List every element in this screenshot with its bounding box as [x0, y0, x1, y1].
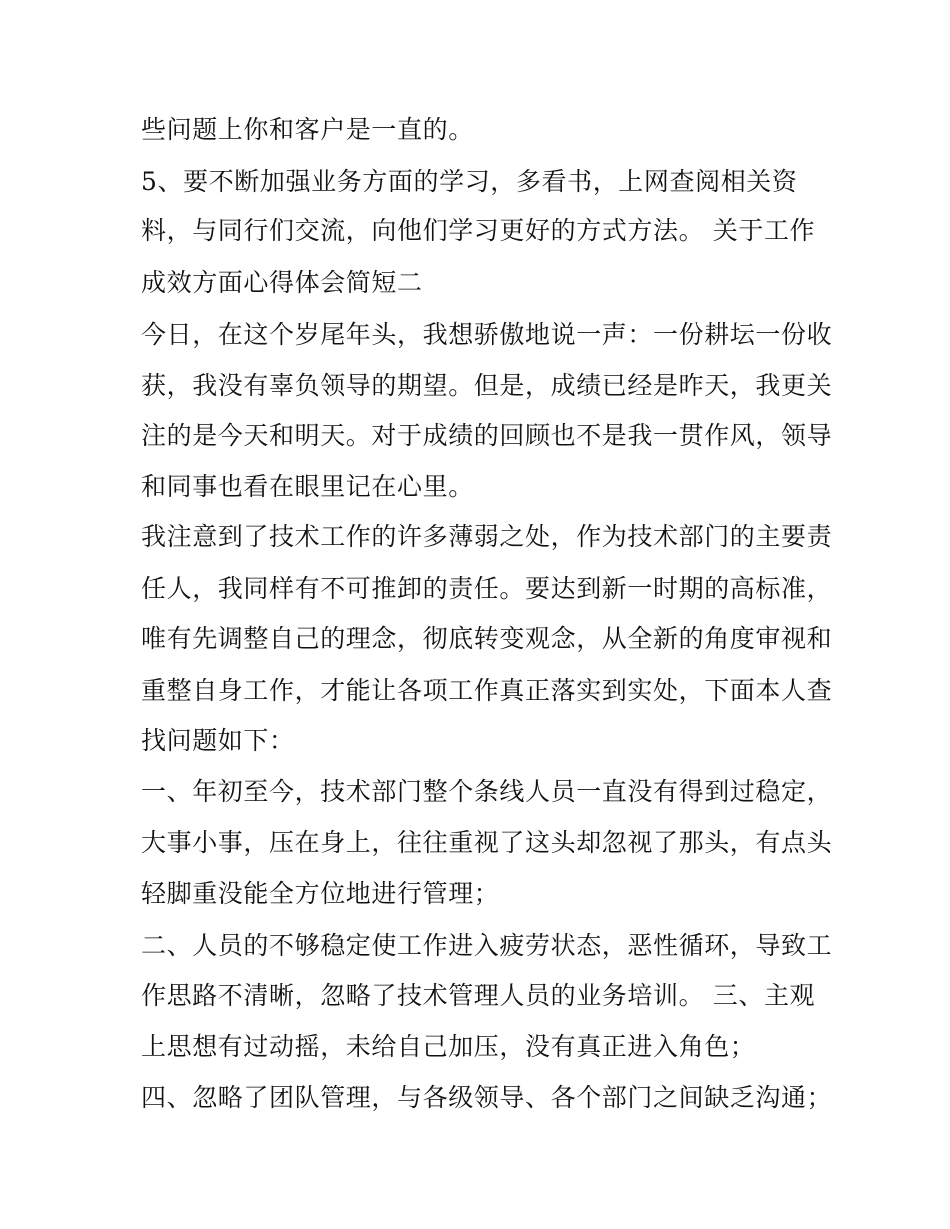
text-line: 四、忽略了团队管理，与各级领导、各个部门之间缺乏沟通；	[141, 1083, 833, 1112]
text-line: 我注意到了技术工作的许多薄弱之处，作为技术部门的主要责	[141, 522, 833, 551]
text-line: 些问题上你和客户是一直的。	[141, 115, 474, 144]
text-line: 作思路不清晰，忽略了技术管理人员的业务培训。 三、主观	[141, 981, 816, 1010]
text-line: 成效方面心得体会简短二	[141, 268, 423, 297]
text-line: 任人，我同样有不可推卸的责任。要达到新一时期的高标准，	[141, 574, 833, 603]
text-line: 重整自身工作，才能让各项工作真正落实到实处，下面本人查	[141, 676, 833, 705]
text-line: 一、年初至今，技术部门整个条线人员一直没有得到过稳定，	[141, 777, 833, 806]
text-line: 5、要不断加强业务方面的学习，多看书，上网查阅相关资	[141, 167, 798, 196]
text-line: 和同事也看在眼里记在心里。	[141, 472, 474, 501]
text-line: 料，与同行们交流，向他们学习更好的方式方法。 关于工作	[141, 216, 816, 245]
text-line: 轻脚重没能全方位地进行管理；	[141, 879, 500, 908]
text-line: 找问题如下：	[141, 726, 295, 755]
text-line: 今日，在这个岁尾年头，我想骄傲地说一声：一份耕坛一份收	[141, 320, 833, 349]
text-line: 唯有先调整自己的理念，彻底转变观念，从全新的角度审视和	[141, 624, 833, 653]
text-line: 注的是今天和明天。对于成绩的回顾也不是我一贯作风，领导	[141, 421, 833, 450]
text-line: 上思想有过动摇，未给自己加压，没有真正进入角色；	[141, 1032, 756, 1061]
text-line: 二、人员的不够稳定使工作进入疲劳状态，恶性循环，导致工	[141, 931, 833, 960]
text-line: 大事小事，压在身上，往往重视了这头却忽视了那头，有点头	[141, 828, 833, 857]
text-line: 获，我没有辜负领导的期望。但是，成绩已经是昨天，我更关	[141, 371, 833, 400]
